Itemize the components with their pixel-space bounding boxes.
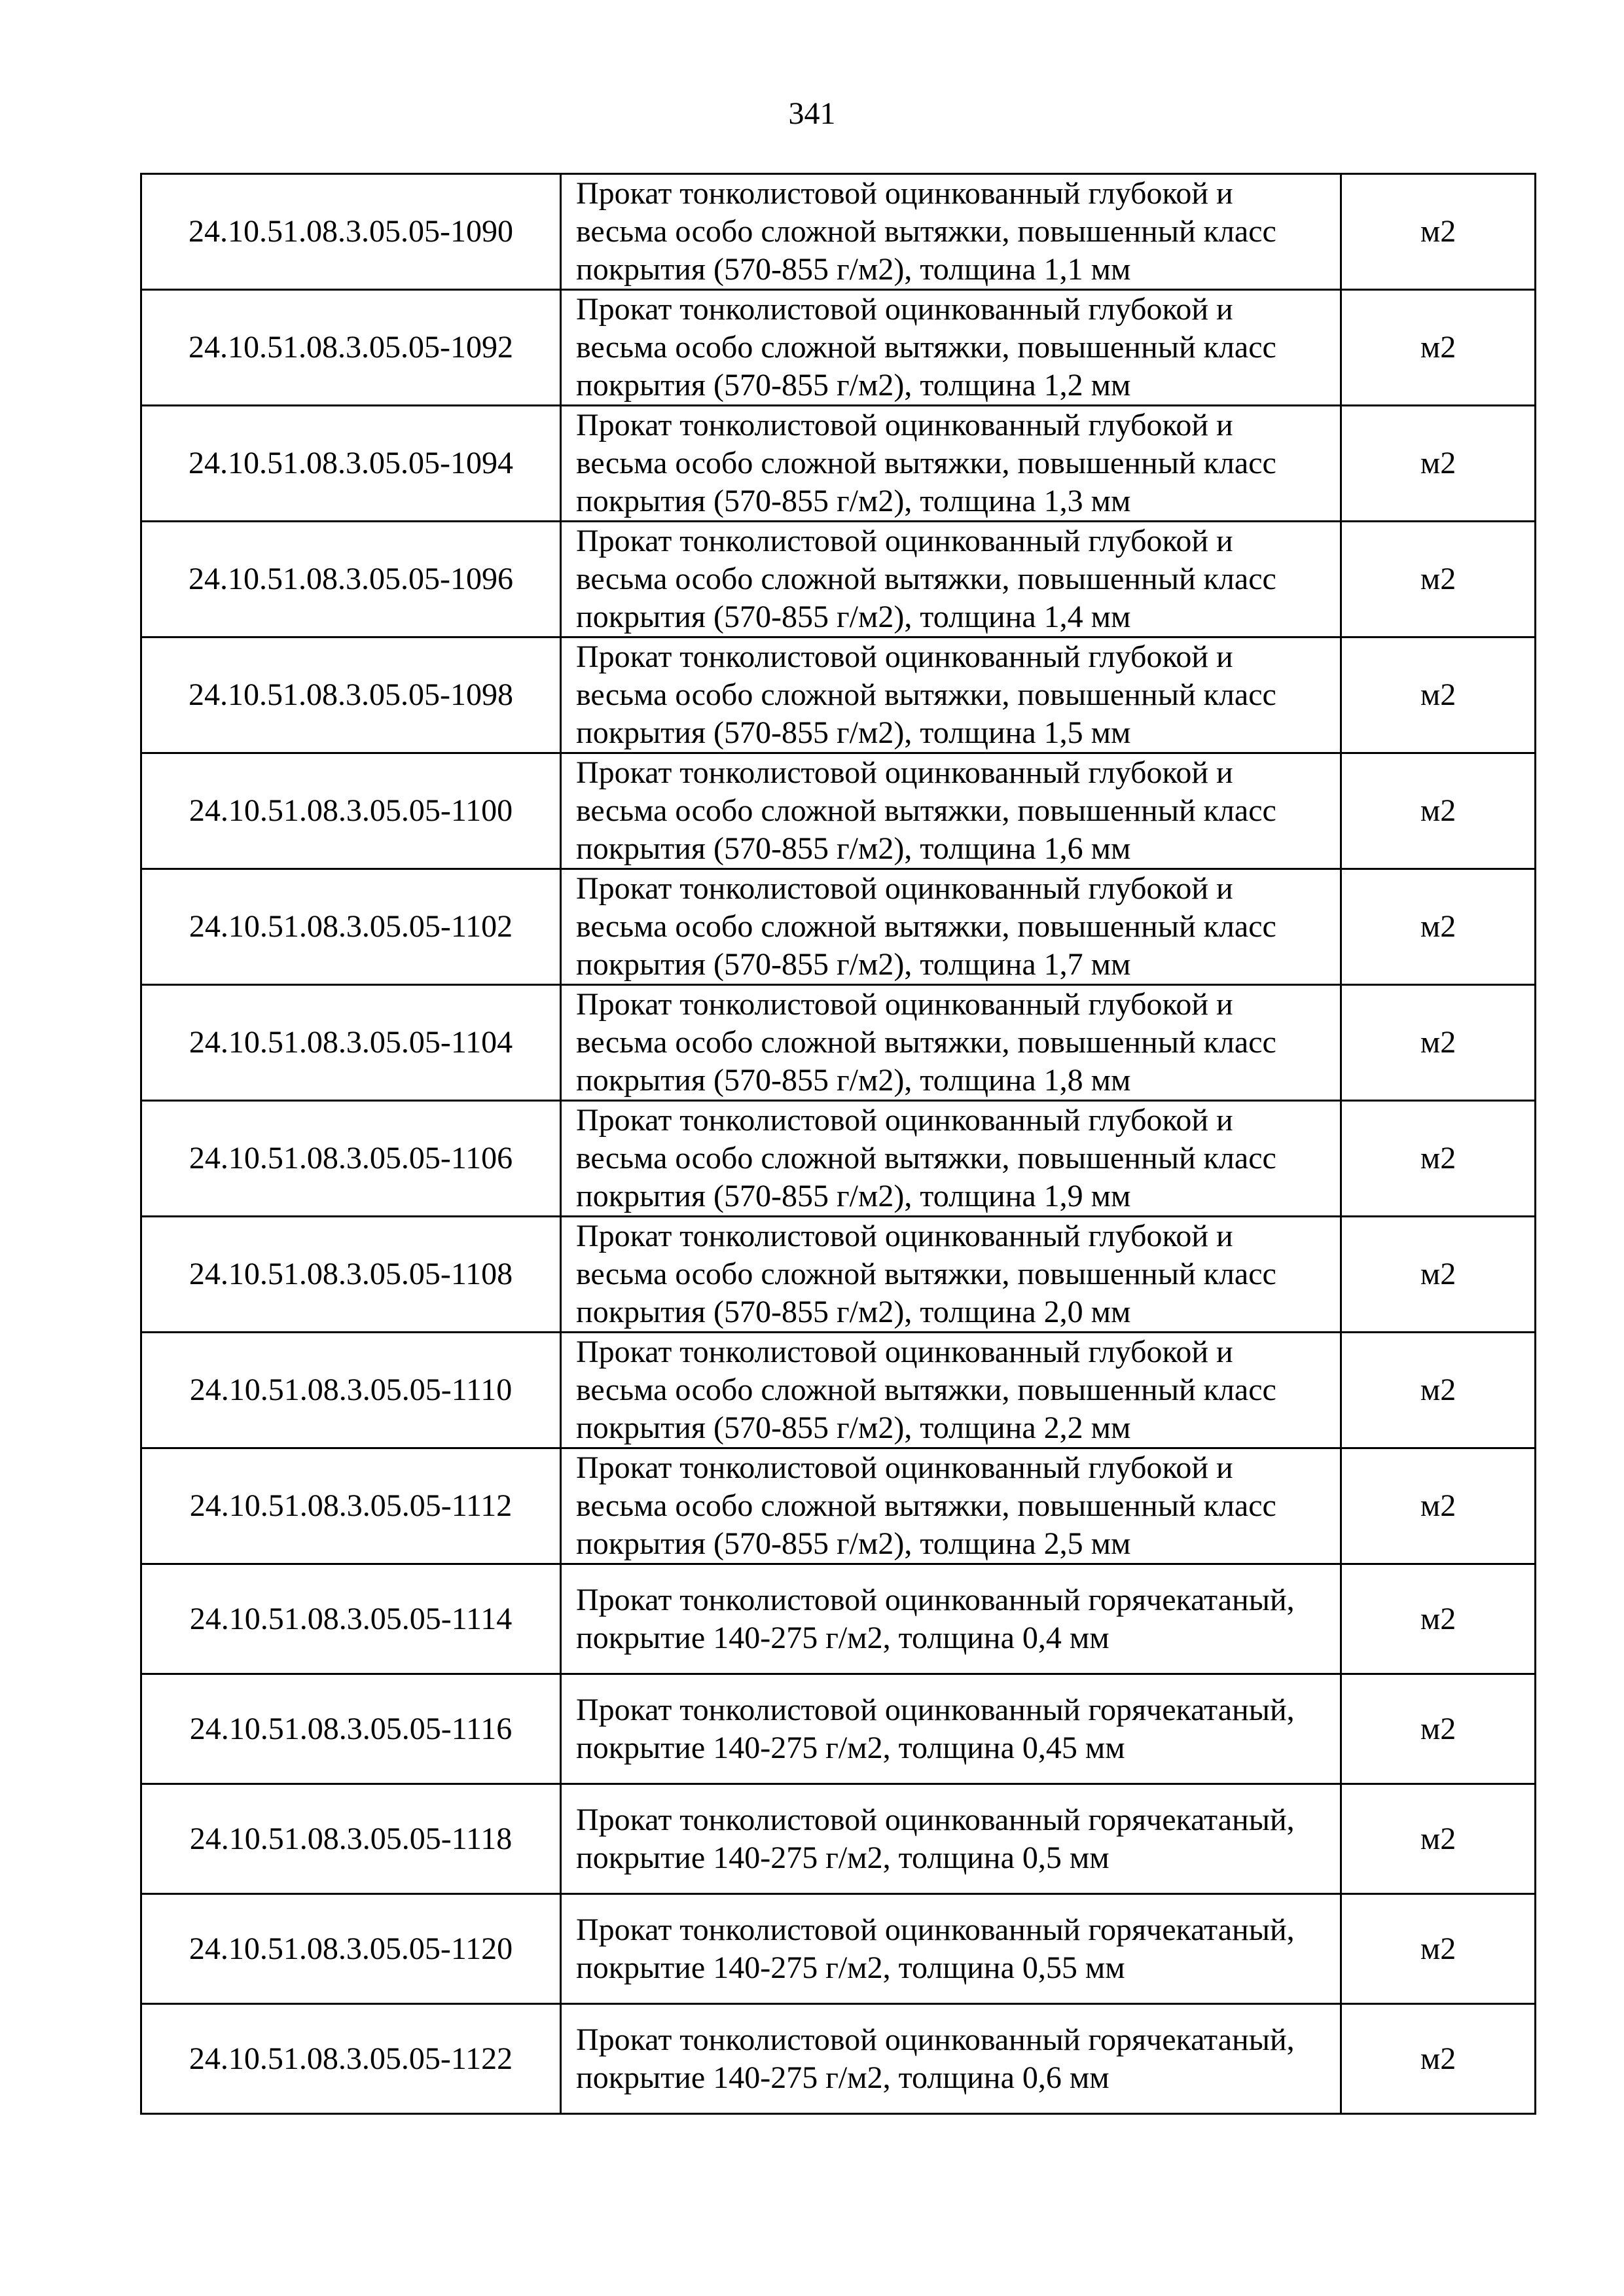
unit-of-measure: м2: [1341, 406, 1536, 522]
resource-description: Прокат тонколистовой оцинкованный глубокой и весьма особо сложной вытяжки, повышенный класс покрытия (570-855 г/м2), толщина 2,0 мм: [561, 1217, 1341, 1333]
table-row: [141, 1564, 1536, 1674]
catalog-table-body: [141, 174, 1536, 2114]
resource-description: Прокат тонколистовой оцинкованный глубокой и весьма особо сложной вытяжки, повышенный класс покрытия (570-855 г/м2), толщина 2,5 мм: [561, 1448, 1341, 1564]
resource-description: Прокат тонколистовой оцинкованный горячекатаный, покрытие 140-275 г/м2, толщина 0,45 мм: [561, 1674, 1341, 1784]
unit-of-measure: м2: [1341, 1101, 1536, 1217]
table-row: [141, 869, 1536, 985]
resource-description: Прокат тонколистовой оцинкованный глубокой и весьма особо сложной вытяжки, повышенный класс покрытия (570-855 г/м2), толщина 2,2 мм: [561, 1333, 1341, 1448]
resource-code: 24.10.51.08.3.05.05-1092: [141, 290, 561, 406]
table-row: [141, 522, 1536, 637]
resource-description: Прокат тонколистовой оцинкованный глубокой и весьма особо сложной вытяжки, повышенный класс покрытия (570-855 г/м2), толщина 1,7 мм: [561, 869, 1341, 985]
unit-of-measure: м2: [1341, 1217, 1536, 1333]
table-row: [141, 1333, 1536, 1448]
unit-of-measure: м2: [1341, 637, 1536, 753]
unit-of-measure: м2: [1341, 1674, 1536, 1784]
resource-code: 24.10.51.08.3.05.05-1094: [141, 406, 561, 522]
table-row: [141, 753, 1536, 869]
resource-code: 24.10.51.08.3.05.05-1108: [141, 1217, 561, 1333]
resource-code: 24.10.51.08.3.05.05-1102: [141, 869, 561, 985]
table-row: [141, 1101, 1536, 1217]
resource-code: 24.10.51.08.3.05.05-1090: [141, 174, 561, 290]
resource-code: 24.10.51.08.3.05.05-1110: [141, 1333, 561, 1448]
unit-of-measure: м2: [1341, 985, 1536, 1101]
resource-description: Прокат тонколистовой оцинкованный горячекатаный, покрытие 140-275 г/м2, толщина 0,5 мм: [561, 1784, 1341, 1894]
resource-code: 24.10.51.08.3.05.05-1114: [141, 1564, 561, 1674]
unit-of-measure: м2: [1341, 1333, 1536, 1448]
unit-of-measure: м2: [1341, 1894, 1536, 2004]
resource-description: Прокат тонколистовой оцинкованный глубокой и весьма особо сложной вытяжки, повышенный класс покрытия (570-855 г/м2), толщина 1,2 мм: [561, 290, 1341, 406]
unit-of-measure: м2: [1341, 1448, 1536, 1564]
resource-description: Прокат тонколистовой оцинкованный горячекатаный, покрытие 140-275 г/м2, толщина 0,55 мм: [561, 1894, 1341, 2004]
table-row: [141, 637, 1536, 753]
resource-code: 24.10.51.08.3.05.05-1120: [141, 1894, 561, 2004]
unit-of-measure: м2: [1341, 1564, 1536, 1674]
table-row: [141, 1894, 1536, 2004]
unit-of-measure: м2: [1341, 1784, 1536, 1894]
resource-description: Прокат тонколистовой оцинкованный глубокой и весьма особо сложной вытяжки, повышенный класс покрытия (570-855 г/м2), толщина 1,4 мм: [561, 522, 1341, 637]
unit-of-measure: м2: [1341, 174, 1536, 290]
table-row: [141, 2004, 1536, 2114]
resource-code: 24.10.51.08.3.05.05-1116: [141, 1674, 561, 1784]
resource-code: 24.10.51.08.3.05.05-1122: [141, 2004, 561, 2114]
resource-code: 24.10.51.08.3.05.05-1104: [141, 985, 561, 1101]
catalog-table: [140, 173, 1536, 2115]
resource-description: Прокат тонколистовой оцинкованный горячекатаный, покрытие 140-275 г/м2, толщина 0,6 мм: [561, 2004, 1341, 2114]
table-row: [141, 1448, 1536, 1564]
resource-code: 24.10.51.08.3.05.05-1112: [141, 1448, 561, 1564]
table-row: [141, 290, 1536, 406]
resource-code: 24.10.51.08.3.05.05-1096: [141, 522, 561, 637]
table-row: [141, 406, 1536, 522]
resource-code: 24.10.51.08.3.05.05-1098: [141, 637, 561, 753]
resource-code: 24.10.51.08.3.05.05-1118: [141, 1784, 561, 1894]
resource-description: Прокат тонколистовой оцинкованный глубокой и весьма особо сложной вытяжки, повышенный класс покрытия (570-855 г/м2), толщина 1,9 мм: [561, 1101, 1341, 1217]
table-row: [141, 1784, 1536, 1894]
resource-description: Прокат тонколистовой оцинкованный глубокой и весьма особо сложной вытяжки, повышенный класс покрытия (570-855 г/м2), толщина 1,1 мм: [561, 174, 1341, 290]
resource-description: Прокат тонколистовой оцинкованный горячекатаный, покрытие 140-275 г/м2, толщина 0,4 мм: [561, 1564, 1341, 1674]
unit-of-measure: м2: [1341, 522, 1536, 637]
unit-of-measure: м2: [1341, 2004, 1536, 2114]
unit-of-measure: м2: [1341, 753, 1536, 869]
table-row: [141, 1217, 1536, 1333]
resource-code: 24.10.51.08.3.05.05-1100: [141, 753, 561, 869]
table-row: [141, 174, 1536, 290]
resource-code: 24.10.51.08.3.05.05-1106: [141, 1101, 561, 1217]
resource-description: Прокат тонколистовой оцинкованный глубокой и весьма особо сложной вытяжки, повышенный класс покрытия (570-855 г/м2), толщина 1,5 мм: [561, 637, 1341, 753]
unit-of-measure: м2: [1341, 869, 1536, 985]
resource-description: Прокат тонколистовой оцинкованный глубокой и весьма особо сложной вытяжки, повышенный класс покрытия (570-855 г/м2), толщина 1,6 мм: [561, 753, 1341, 869]
table-row: [141, 1674, 1536, 1784]
unit-of-measure: м2: [1341, 290, 1536, 406]
resource-description: Прокат тонколистовой оцинкованный глубокой и весьма особо сложной вытяжки, повышенный класс покрытия (570-855 г/м2), толщина 1,8 мм: [561, 985, 1341, 1101]
table-row: [141, 985, 1536, 1101]
page-number: 341: [788, 96, 836, 131]
resource-description: Прокат тонколистовой оцинкованный глубокой и весьма особо сложной вытяжки, повышенный класс покрытия (570-855 г/м2), толщина 1,3 мм: [561, 406, 1341, 522]
